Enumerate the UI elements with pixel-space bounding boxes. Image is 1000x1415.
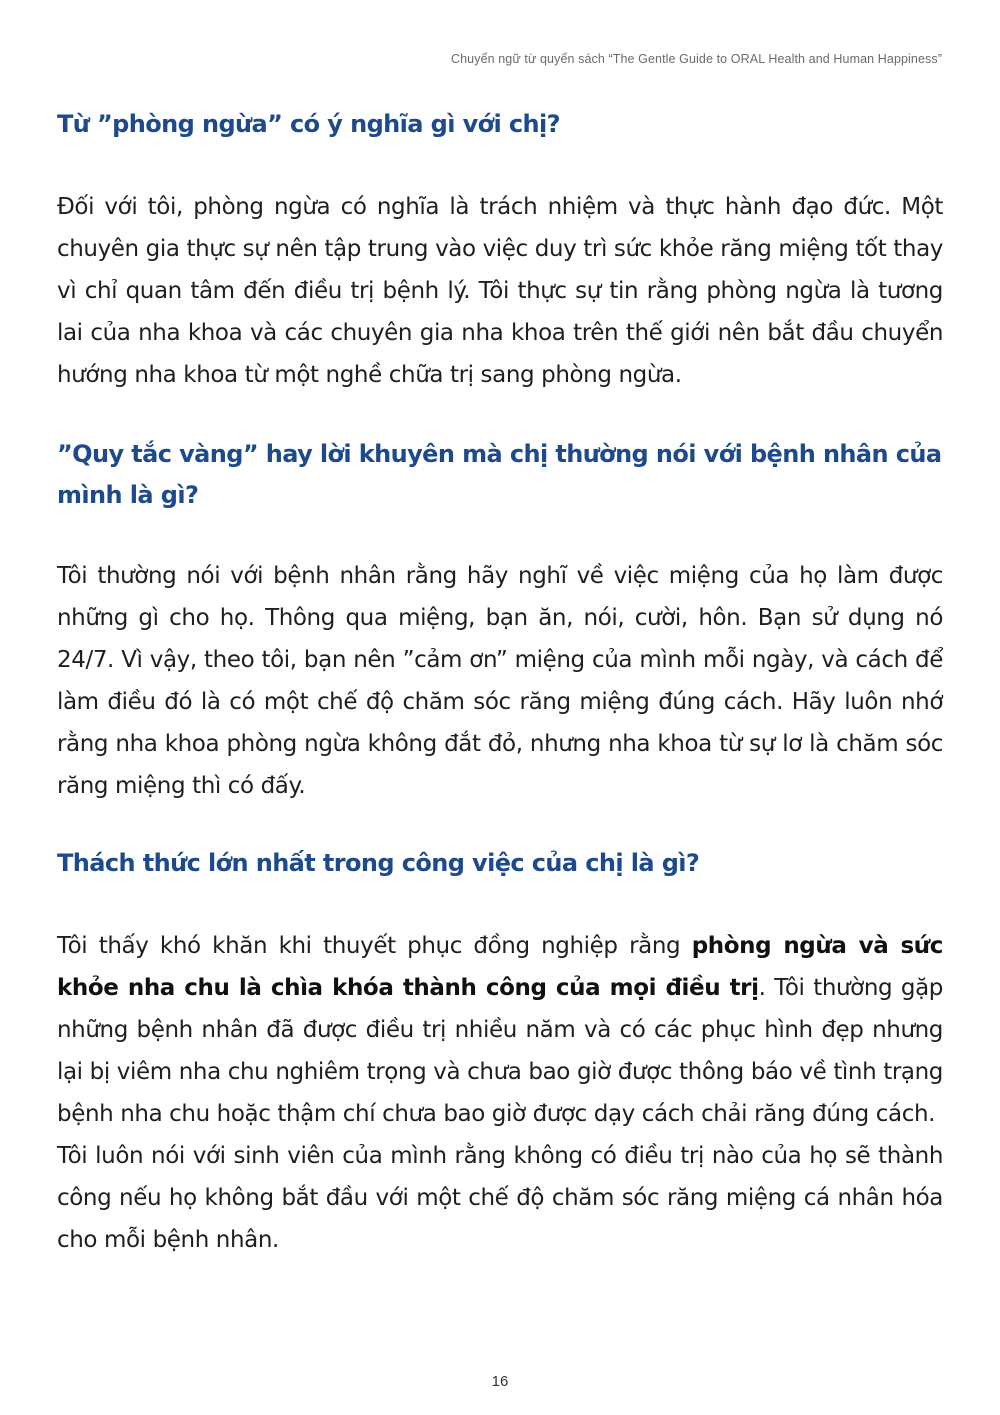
answer-paragraph-1: Đối với tôi, phòng ngừa có nghĩa là trách nhiệm và thực hành đạo đức. Một chuyên gia thực sự nên tập trung vào việc duy trì sức khỏe răng miệng tốt thay vì chỉ quan tâm đến điều trị bệnh lý. Tôi thực sự tin rằng phòng ngừa là tương lai của nha khoa và các chuyên gia nha khoa trên thế giới nên bắt đầu chuyển hướng nha khoa từ một nghề chữa trị sang phòng ngừa.	[57, 194, 943, 388]
page-content	[57, 104, 943, 1261]
answer-3-rest: . Tôi thường gặp những bệnh nhân đã được điều trị nhiều năm và có các phục hình đẹp nhưng lại bị viêm nha chu nghiêm trọng và chưa bao giờ được thông báo về tình trạng bệnh nha chu hoặc thậm chí chưa bao giờ được dạy cách chải răng đúng cách.	[57, 975, 944, 1127]
running-header: Chuyển ngữ từ quyển sách “The Gentle Guide to ORAL Health and Human Happiness”	[450, 52, 942, 66]
page-number: 16	[491, 1373, 509, 1390]
question-heading-3: Thách thức lớn nhất trong công việc của chị là gì?	[57, 849, 700, 877]
answer-paragraph-3	[57, 925, 943, 1135]
question-heading-1: Từ ”phòng ngừa” có ý nghĩa gì với chị?	[57, 110, 560, 138]
answer-paragraph-3b: Tôi luôn nói với sinh viên của mình rằng không có điều trị nào của họ sẽ thành công nếu họ không bắt đầu với một chế độ chăm sóc răng miệng cá nhân hóa cho mỗi bệnh nhân.	[57, 1143, 943, 1253]
answer-paragraph-2: Tôi thường nói với bệnh nhân rằng hãy nghĩ về việc miệng của họ làm được những gì cho họ. Thông qua miệng, bạn ăn, nói, cười, hôn. Bạn sử dụng nó 24/7. Vì vậy, theo tôi, bạn nên ”cảm ơn” miệng của mình mỗi ngày, và cách để làm điều đó là có một chế độ chăm sóc răng miệng đúng cách. Hãy luôn nhớ rằng nha khoa phòng ngừa không đắt đỏ, nhưng nha khoa từ sự lơ là chăm sóc răng miệng thì có đấy.	[57, 563, 943, 799]
answer-3-intro: Tôi thấy khó khăn khi thuyết phục đồng nghiệp rằng	[57, 933, 692, 959]
question-heading-2: ”Quy tắc vàng” hay lời khuyên mà chị thường nói với bệnh nhân của mình là gì?	[57, 440, 942, 509]
answer-3-emphasis: phòng ngừa và sức khỏe nha chu là chìa khóa thành công của mọi điều trị	[57, 933, 943, 1001]
